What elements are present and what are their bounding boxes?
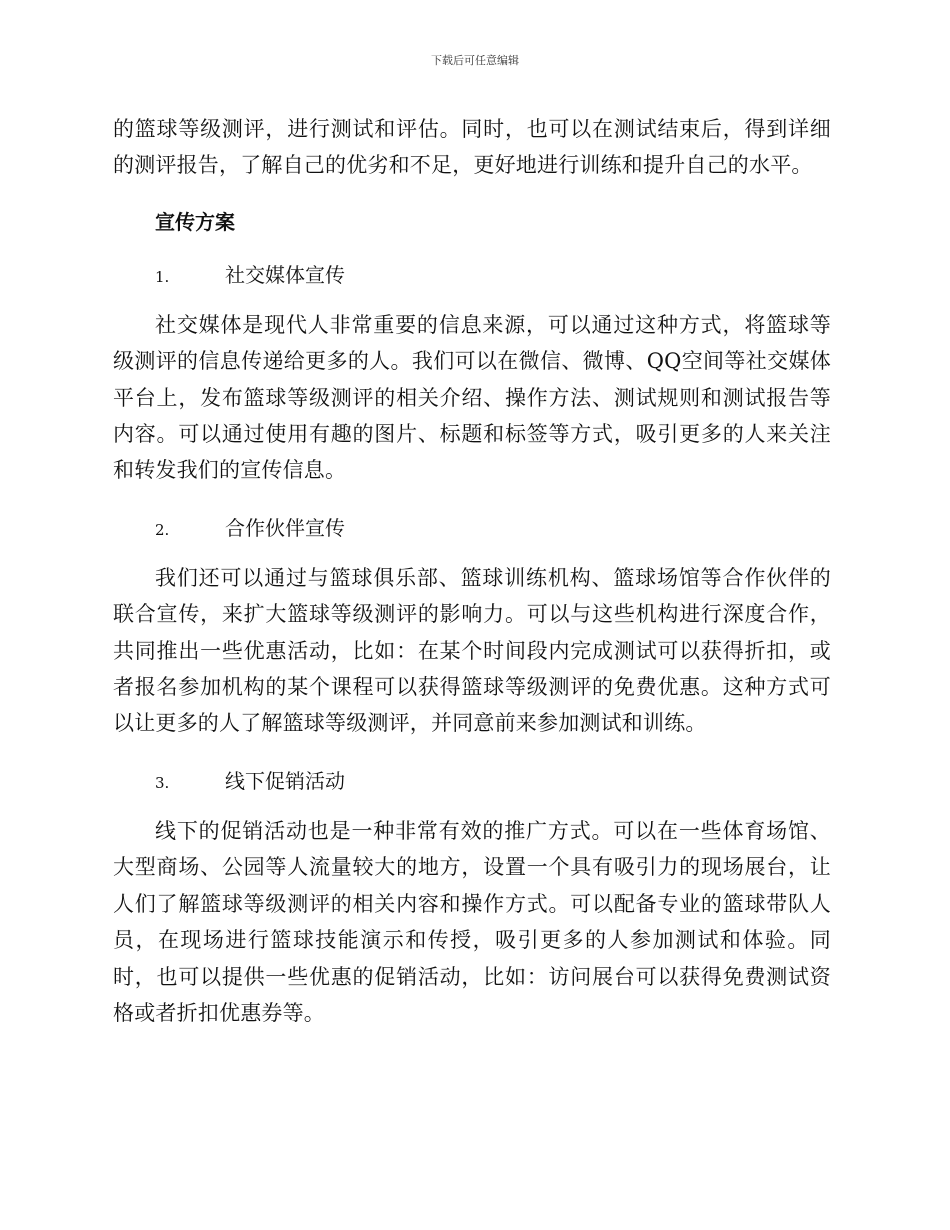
list-item-number: 1.: [155, 267, 170, 286]
list-item-heading: [155, 261, 831, 291]
list-item-body: 线下的促销活动也是一种非常有效的推广方式。可以在一些体育场馆、大型商场、公园等人流量较大的地方，设置一个具有吸引力的现场展台，让人们了解篮球等级测评的相关内容和操作方式。可以配备专业的篮球带队人员，在现场进行篮球技能演示和传授，吸引更多的人参加测试和体验。同时，也可以提供一些优惠的促销活动，比如：访问展台可以获得免费测试资格或者折扣优惠券等。: [113, 818, 831, 1025]
list-item-body: 我们还可以通过与篮球俱乐部、篮球训练机构、篮球场馆等合作伙伴的联合宣传，来扩大篮球等级测评的影响力。可以与这些机构进行深度合作，共同推出一些优惠活动，比如：在某个时间段内完成测试可以获得折扣，或者报名参加机构的某个课程可以获得篮球等级测评的免费优惠。这种方式可以让更多的人了解篮球等级测评，并同意前来参加测试和训练。: [113, 565, 831, 736]
list-item-title: 线下促销活动: [225, 768, 345, 793]
list-item-heading: [155, 767, 831, 797]
list-item-title: 社交媒体宣传: [225, 262, 345, 287]
list-item-number: 3.: [155, 773, 170, 792]
list-item-number: 2.: [155, 520, 170, 539]
page-header: 下载后可任意编辑: [431, 54, 519, 67]
list-item-title: 合作伙伴宣传: [225, 515, 345, 540]
intro-paragraph: 的篮球等级测评，进行测试和评估。同时，也可以在测试结束后，得到详细的测评报告，了解自己的优劣和不足，更好地进行训练和提升自己的水平。: [113, 117, 831, 178]
list-item-heading: [155, 514, 831, 544]
document-body: [113, 111, 831, 1031]
list-item-body: 社交媒体是现代人非常重要的信息来源，可以通过这种方式，将篮球等级测评的信息传递给更多的人。我们可以在微信、微博、QQ空间等社交媒体平台上，发布篮球等级测评的相关介绍、操作方法、测试规则和测试报告等内容。可以通过使用有趣的图片、标题和标签等方式，吸引更多的人来关注和转发我们的宣传信息。: [113, 312, 831, 483]
section-heading: 宣传方案: [155, 209, 235, 234]
